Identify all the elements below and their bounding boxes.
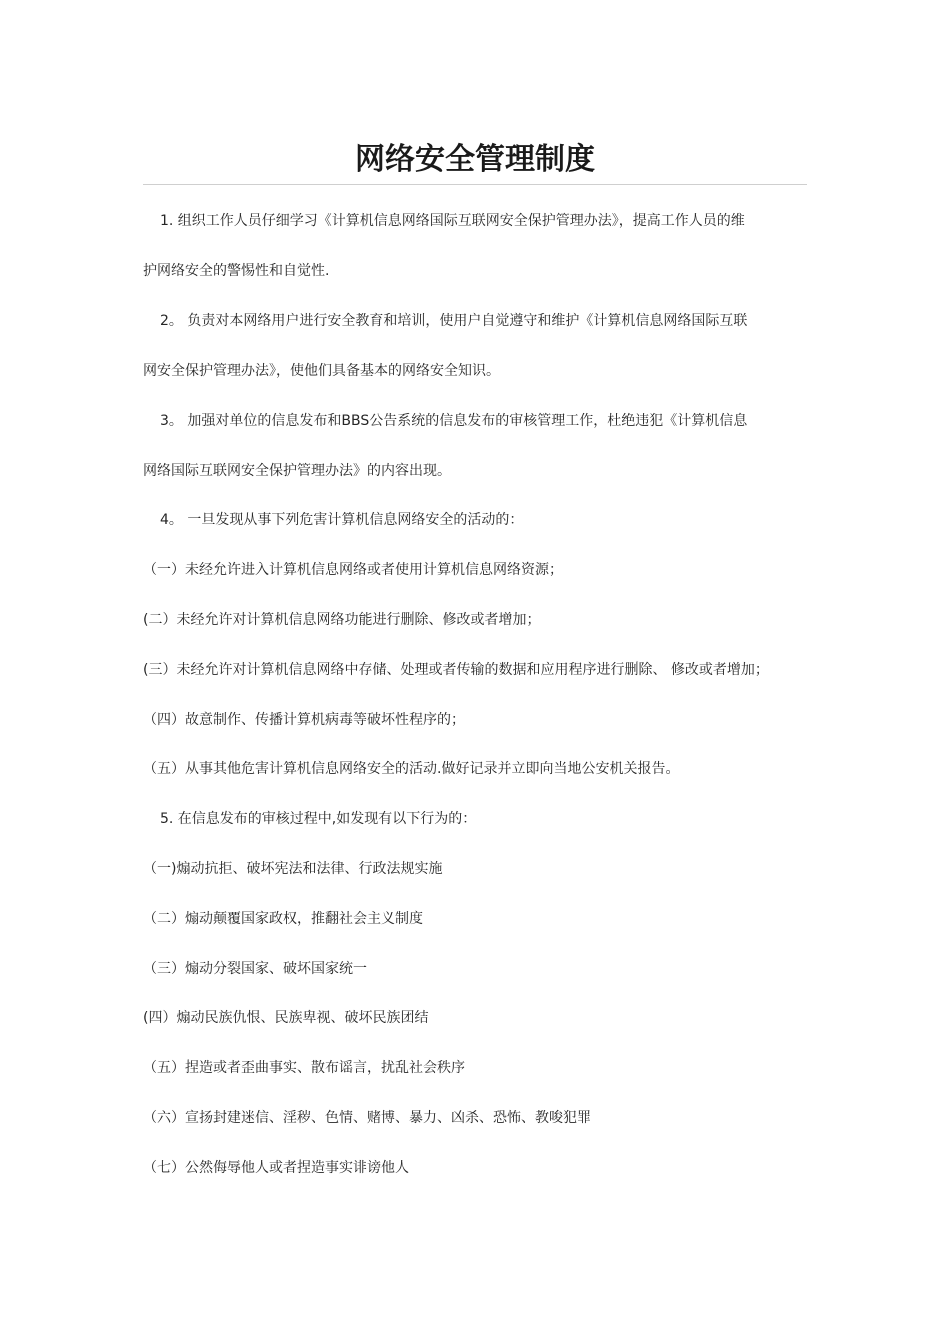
list-item: （一）未经允许进入计算机信息网络或者使用计算机信息网络资源； — [143, 562, 563, 578]
list-item: （五）捏造或者歪曲事实、散布谣言，扰乱社会秩序 — [143, 1060, 465, 1076]
paragraph-line: 5. 在信息发布的审核过程中,如发现有以下行为的： — [160, 811, 477, 827]
paragraph-line: 3。 加强对单位的信息发布和BBS公告系统的信息发布的审核管理工作，杜绝违犯《计算机信息 — [160, 413, 748, 429]
list-item: (二）未经允许对计算机信息网络功能进行删除、修改或者增加； — [143, 612, 541, 628]
paragraph-line: 2。 负责对本网络用户进行安全教育和培训，使用户自觉遵守和维护《计算机信息网络国际互联 — [160, 313, 748, 329]
list-item: （五）从事其他危害计算机信息网络安全的活动.做好记录并立即向当地公安机关报告。 — [143, 761, 680, 777]
paragraph-line: 4。 一旦发现从事下列危害计算机信息网络安全的活动的： — [160, 512, 524, 528]
list-item: （一)煽动抗拒、破坏宪法和法律、行政法规实施 — [143, 861, 443, 877]
list-item: （七）公然侮辱他人或者捏造事实诽谤他人 — [143, 1160, 409, 1176]
paragraph-line: 网安全保护管理办法》，使他们具备基本的网络安全知识。 — [143, 363, 500, 379]
list-item: （三）煽动分裂国家、破坏国家统一 — [143, 961, 367, 977]
paragraph-line: 网络国际互联网安全保护管理办法》的内容出现。 — [143, 463, 451, 479]
list-item: (四）煽动民族仇恨、民族卑视、破坏民族团结 — [143, 1010, 429, 1026]
paragraph-line: 1. 组织工作人员仔细学习《计算机信息网络国际互联网安全保护管理办法》，提高工作人员的维 — [160, 213, 745, 229]
list-item: (三）未经允许对计算机信息网络中存储、处理或者传输的数据和应用程序进行删除、 修改或者增加； — [143, 662, 769, 678]
title-divider — [143, 184, 807, 185]
list-item: （六）宣扬封建迷信、淫秽、色情、赌博、暴力、凶杀、恐怖、教唆犯罪 — [143, 1110, 591, 1126]
paragraph-line: 护网络安全的警惕性和自觉性. — [143, 263, 330, 279]
list-item: （二）煽动颠覆国家政权，推翻社会主义制度 — [143, 911, 423, 927]
list-item: （四）故意制作、传播计算机病毒等破坏性程序的； — [143, 712, 465, 728]
document-title: 网络安全管理制度 — [355, 142, 595, 177]
